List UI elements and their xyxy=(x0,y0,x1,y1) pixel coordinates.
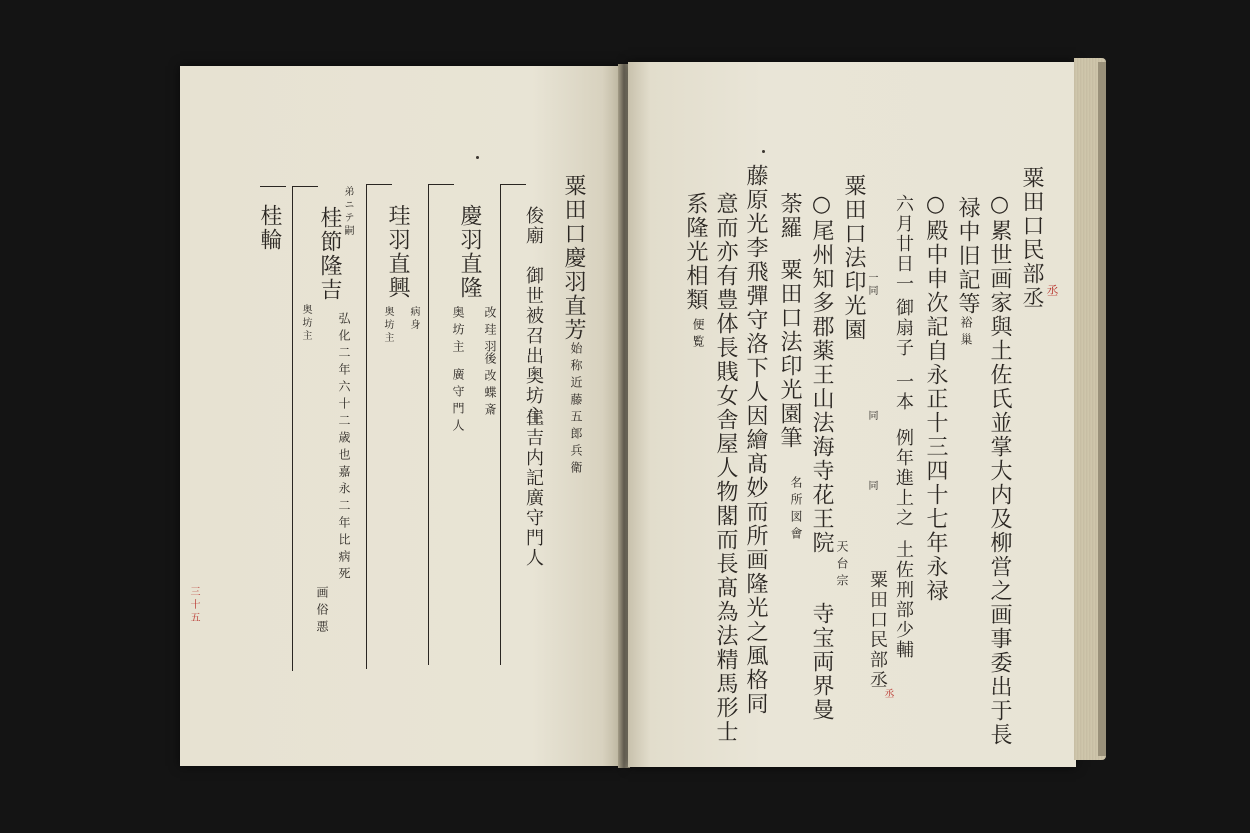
tree-line-5 xyxy=(260,186,261,187)
right-c8-note: 名所図會 xyxy=(789,476,803,544)
right-c5-b: 御扇子 xyxy=(893,298,914,358)
right-c5-a: 六月廿日一 xyxy=(893,194,914,294)
entry1-name: 慶羽直隆 xyxy=(457,204,482,300)
right-c3: 禄中旧記等 xyxy=(955,196,980,316)
tree-line-3 xyxy=(366,184,367,669)
tree-line-4 xyxy=(292,186,293,671)
left-page xyxy=(180,66,620,766)
right-c5-sub1: 一同 xyxy=(866,272,877,298)
right-c1-red: 丞 xyxy=(1045,284,1059,301)
right-c7: ○尾州知多郡薬王山法海寺花王院 xyxy=(809,192,834,555)
right-c9: 藤原光李飛彈守洛下人因繪髙妙而所画隆光之風格同 xyxy=(743,164,768,716)
right-c8-b: 粟田口法印光園筆 xyxy=(777,258,802,450)
entry3-note-c: 奥坊主 xyxy=(300,304,311,343)
tree-line-1 xyxy=(500,184,501,665)
right-c6: 粟田口法印光園 xyxy=(841,174,866,342)
right-c8-a: 荼羅 xyxy=(777,192,802,240)
left-heading: 粟田口慶羽直芳 xyxy=(561,174,586,342)
entry2-note-b: 奥坊主 xyxy=(382,306,393,345)
left-col1-c: 住吉内記廣守門人 xyxy=(523,408,544,568)
entry2-note-a: 病身 xyxy=(408,306,419,332)
right-c11: 系隆光相類 xyxy=(683,192,708,312)
right-c4: ○殿中申次記自永正十三四十七年永禄 xyxy=(923,192,948,603)
page-number: 三十五 xyxy=(188,586,199,625)
page-edges-shadow xyxy=(1098,62,1106,756)
right-c5-sub2: 同 xyxy=(866,410,877,423)
entry4-name: 桂輪 xyxy=(257,204,282,252)
entry3-name: 桂節隆吉 xyxy=(317,206,342,302)
entry3-note-b: 画俗悪 xyxy=(315,586,329,637)
right-c11-note: 便覧 xyxy=(691,318,705,352)
right-c5-sub3: 同 xyxy=(866,480,877,493)
left-note-start: 始称近藤五郎兵衛 xyxy=(569,342,583,478)
right-c5-red: 丞 xyxy=(882,688,893,701)
right-c7-tail: 寺宝両界曼 xyxy=(809,602,834,722)
entry1-note-a: 改珪羽 xyxy=(483,306,497,357)
tree-line-2 xyxy=(428,184,429,665)
left-col1-a: 俊廟 xyxy=(523,206,544,246)
right-c5-c: 一本 xyxy=(893,372,914,412)
right-c5-name: 粟田口民部丞 xyxy=(867,570,888,690)
entry2-name: 珪羽直興 xyxy=(385,204,410,300)
entry3-small-title: 弟ニテ嗣 xyxy=(342,186,353,238)
right-c1: 粟田口民部丞 xyxy=(1019,166,1044,310)
entry1-note-d: 廣守門人 xyxy=(451,368,465,436)
right-c2: ○累世画家與土佐氏並掌大内及柳営之画事委出于長 xyxy=(987,192,1012,747)
left-col1-b: 御世被召出奥坊主 xyxy=(523,266,544,426)
entry1-note-b: 後改蝶斎 xyxy=(483,352,497,420)
right-c3-note: 裕巢 xyxy=(959,316,973,350)
right-page xyxy=(628,62,1076,767)
right-c5-e: 土佐刑部少輔 xyxy=(893,540,914,660)
right-c7-note: 天台宗 xyxy=(835,540,849,591)
entry3-note-a: 弘化二年六十二歳也嘉永二年比病死 xyxy=(337,312,351,584)
right-c10: 意而亦有豊体長賎女舎屋人物閣而長髙為法精馬形士 xyxy=(713,192,738,744)
entry1-note-c: 奥坊主 xyxy=(451,306,465,357)
right-c5-d: 例年進上之 xyxy=(893,428,914,528)
